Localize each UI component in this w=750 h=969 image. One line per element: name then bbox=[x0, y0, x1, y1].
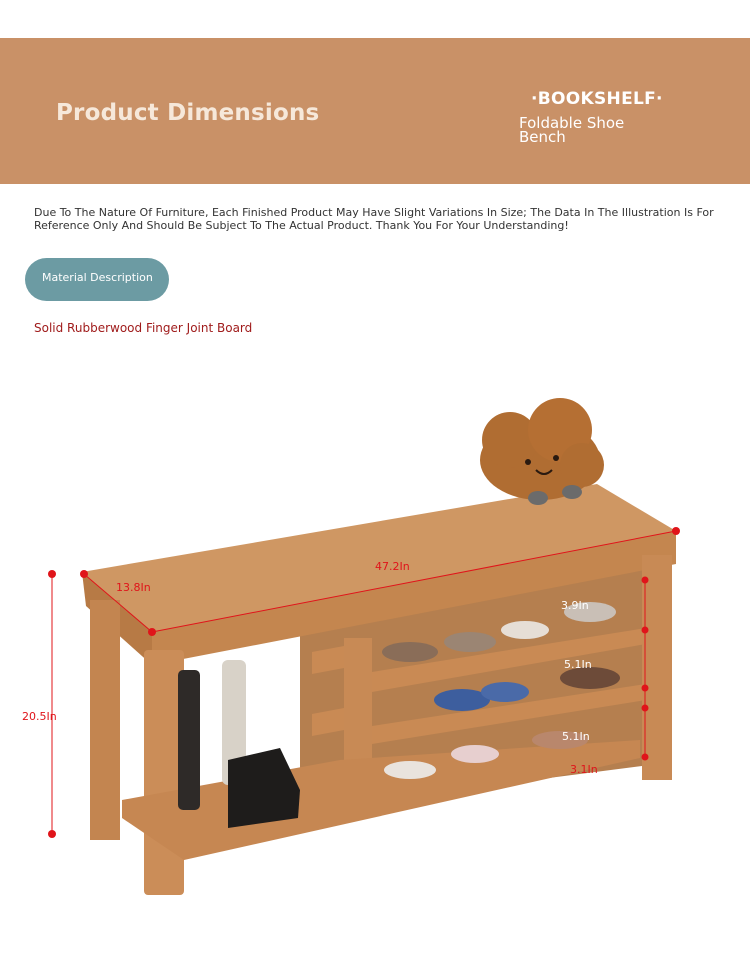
shelf-marker-2 bbox=[642, 627, 649, 634]
material-description-label: Material Description bbox=[42, 271, 153, 284]
shoe-taupe bbox=[444, 632, 496, 652]
depth-label: 13.8In bbox=[116, 581, 151, 594]
material-value: Solid Rubberwood Finger Joint Board bbox=[34, 321, 253, 335]
shoe-white bbox=[384, 761, 436, 779]
shelf-marker-5 bbox=[642, 754, 649, 761]
material-description-button[interactable] bbox=[25, 258, 169, 301]
height-label: 20.5In bbox=[22, 710, 57, 723]
width-marker-left bbox=[148, 628, 156, 636]
shoe-blue-2 bbox=[481, 682, 529, 702]
shelf-top-label: 3.9In bbox=[561, 599, 589, 612]
bench-illustration bbox=[0, 390, 750, 950]
shoe-sandal bbox=[501, 621, 549, 639]
shelf-middle-label: 5.1In bbox=[564, 658, 592, 671]
height-marker-bottom bbox=[48, 830, 56, 838]
shoe-pink bbox=[451, 745, 499, 763]
shelf-bottom-label: 3.1In bbox=[570, 763, 598, 776]
product-subtitle: Foldable Shoe Bench bbox=[519, 114, 625, 146]
bench-leg-back-left bbox=[90, 600, 120, 840]
shelf-marker-3 bbox=[642, 685, 649, 692]
width-marker-right bbox=[672, 527, 680, 535]
bench-leg-front-right bbox=[642, 555, 672, 780]
brand-label: ·BOOKSHELF· bbox=[531, 89, 663, 109]
width-label: 47.2In bbox=[375, 560, 410, 573]
shoe-brown bbox=[382, 642, 438, 662]
boot-dark bbox=[178, 670, 200, 810]
shelf-marker-4 bbox=[642, 705, 649, 712]
height-marker-top bbox=[48, 570, 56, 578]
shelf-marker-1 bbox=[642, 577, 649, 584]
page-title: Product Dimensions bbox=[56, 100, 320, 126]
disclaimer-text: Due To The Nature Of Furniture, Each Finished Product May Have Slight Variations In Size; The Data In The Illustration Is For Reference Only And Should Be Subject To The Actual Product. Thank You For Your Understanding! bbox=[34, 206, 714, 232]
depth-marker-left bbox=[80, 570, 88, 578]
ankle-boot bbox=[228, 748, 300, 828]
shelf-lower-label: 5.1In bbox=[562, 730, 590, 743]
